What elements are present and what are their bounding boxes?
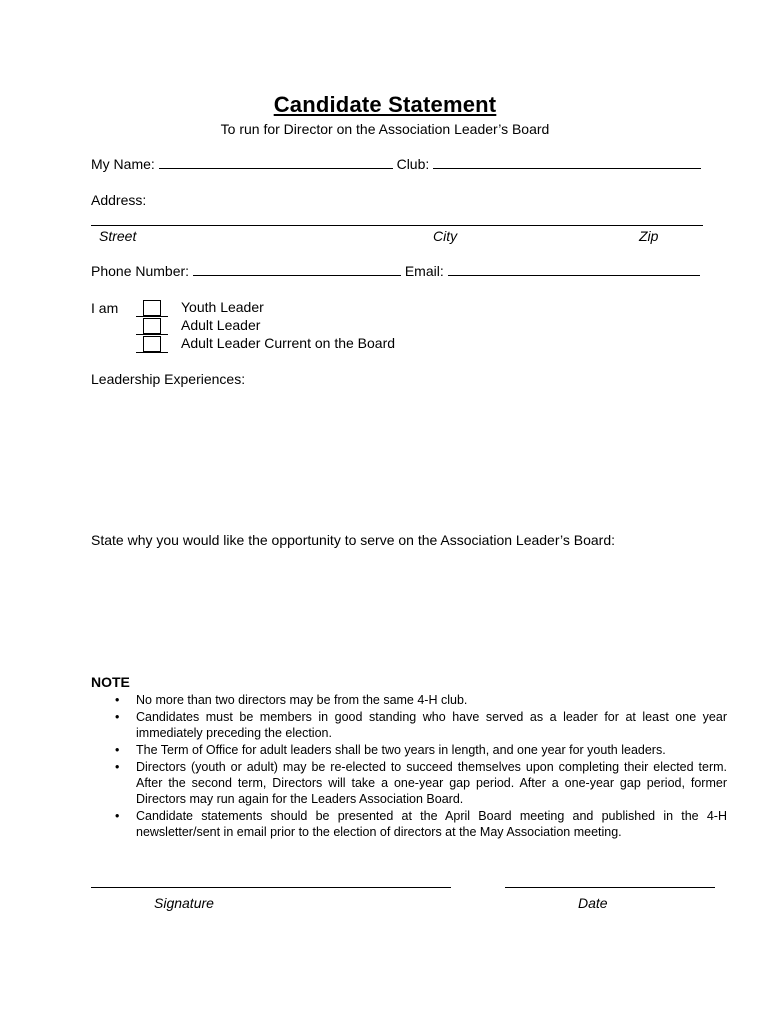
role-label: I am (91, 300, 119, 316)
bullet-icon: • (115, 710, 120, 724)
club-field[interactable] (433, 156, 701, 169)
list-item: • The Term of Office for adult leaders shall be two years in length, and one year for youth leaders. (115, 743, 666, 757)
email-field[interactable] (448, 263, 700, 276)
bullet-icon: • (115, 743, 120, 757)
adult-leader-board-checkbox[interactable] (136, 335, 168, 353)
leadership-label: Leadership Experiences: (91, 371, 246, 387)
list-item: • Candidates must be members in good standing who have served as a leader for at least one year immediately preceding the election. (115, 710, 727, 740)
adult-leader-board-label: Adult Leader Current on the Board (181, 335, 396, 351)
zip-label: Zip (639, 228, 659, 244)
bullet-icon: • (115, 760, 120, 774)
adult-leader-checkbox[interactable] (136, 317, 168, 335)
date-label: Date (578, 895, 608, 911)
bullet-icon: • (115, 693, 120, 707)
list-item: • Directors (youth or adult) may be re-elected to succeed themselves upon completing their elected term. After the second term, Directors will take a one-year gap period. After a one-year gap period, former Directors may run again for the Leaders Association Board. (115, 760, 727, 806)
note-heading: NOTE (91, 674, 130, 690)
date-field[interactable] (505, 887, 715, 888)
bullet-icon: • (115, 809, 120, 823)
adult-leader-label: Adult Leader (181, 317, 261, 333)
phone-label: Phone Number: (91, 263, 190, 279)
name-row (91, 156, 701, 172)
youth-leader-checkbox[interactable] (136, 299, 168, 317)
list-item: • No more than two directors may be from the same 4-H club. (115, 693, 468, 707)
page-subtitle: To run for Director on the Association Leader’s Board (220, 121, 550, 137)
why-serve-label: State why you would like the opportunity to serve on the Association Leader’s Board: (91, 532, 616, 548)
city-label: City (433, 228, 458, 244)
street-label: Street (99, 228, 137, 244)
list-item: • Candidate statements should be presented at the April Board meeting and published in the 4-H newsletter/sent in email prior to the election of directors at the May Association meeting. (115, 809, 727, 839)
page-title: Candidate Statement (273, 92, 497, 117)
signature-field[interactable] (91, 887, 451, 888)
note-list (91, 692, 727, 841)
address-field[interactable] (91, 225, 703, 226)
address-label: Address: (91, 192, 147, 208)
phone-field[interactable] (193, 263, 401, 276)
club-label: Club: (396, 156, 430, 172)
email-label: Email: (404, 263, 444, 279)
signature-label: Signature (154, 895, 214, 911)
phone-row (91, 263, 700, 279)
name-field[interactable] (159, 156, 393, 169)
youth-leader-label: Youth Leader (181, 299, 264, 315)
name-label: My Name: (91, 156, 155, 172)
